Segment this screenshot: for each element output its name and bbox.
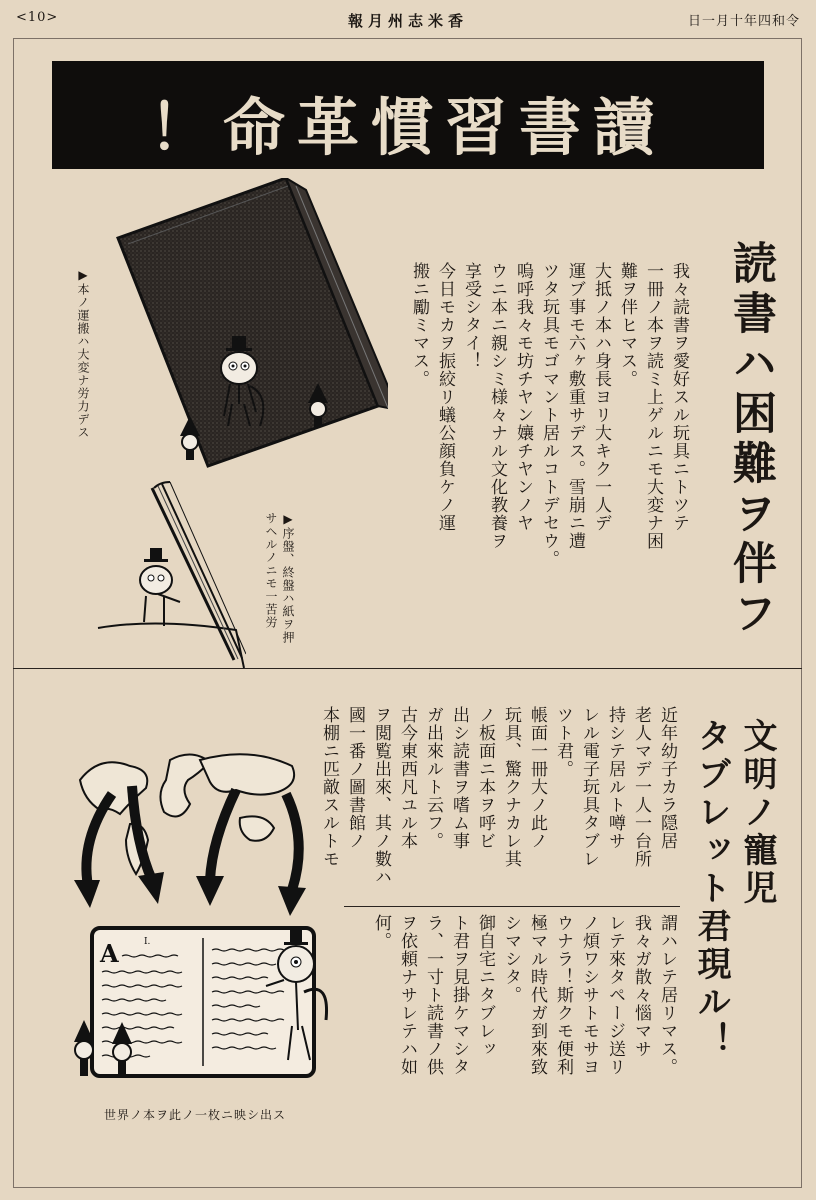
article2-line: 御自宅ニタブレッ (475, 914, 495, 1058)
article2-line: レテ來タページ送リ (605, 914, 625, 1076)
article1-line: 大抵ノ本ハ身長ヨリ大キク一人デ (591, 262, 611, 532)
article2-headline-line: タブレット君現ル！ (691, 718, 731, 1060)
article2-line: ヲ閲覧出來、其ノ數ハ (371, 706, 391, 886)
caption-line: ▶本ノ運搬ハ大変ナ労力デス (76, 268, 90, 439)
article2-line: ノ板面ニ本ヲ呼ビ (475, 706, 495, 850)
article2-headline-line: 文明ノ寵児 (737, 718, 777, 908)
article-divider (13, 668, 802, 669)
article1-line: 一冊ノ本ヲ読ミ上ゲルニモ大変ナ困 (643, 262, 663, 550)
article2-line: 古今東西凡ユル本 (397, 706, 417, 850)
article2-body-upper (316, 706, 680, 892)
article2-line: 何。 (371, 914, 391, 950)
article2-line: 出シ読書ヲ嗜ム事 (449, 706, 469, 850)
article2-line: 國一番ノ圖書館ノ (345, 706, 365, 850)
banner-title: ！命革慣習書讀 (148, 91, 667, 164)
article2-line: シマシタ。 (501, 914, 521, 1004)
book-illustration (108, 178, 388, 478)
article2-line: 本棚ニ匹敵スルトモ (319, 706, 339, 868)
map-continent (240, 816, 274, 840)
article2-line: 極マル時代ガ到來致 (527, 914, 547, 1076)
page-number: <10> (16, 10, 59, 25)
article1-line: 運ブ事モ六ヶ敷重サデス。雪崩ニ遭 (565, 262, 585, 550)
column-divider (344, 906, 680, 907)
article1-headline: 読書ハ困難ヲ伴フ (725, 240, 776, 640)
article2-line: レル電子玩具タブレ (579, 706, 599, 868)
article2-line: ツト君。 (553, 706, 573, 778)
article1-line: 享受シタイ！ (461, 262, 481, 370)
article2-line: 近年幼子カラ隠居 (657, 706, 677, 850)
caption-tablet: 世界ノ本ヲ此ノ一枚ニ映シ出ス (104, 1108, 287, 1122)
article2-line: ノ煩ワシサトモサヨ (579, 914, 599, 1076)
caption-line: ▶序盤、終盤ハ紙ヲ押 (281, 512, 295, 644)
article2-line: 玩具、驚クナカレ其 (501, 706, 521, 868)
article2-line: ヲ依頼ナサレテハ如 (397, 914, 417, 1076)
article1-line: 搬ニ勵ミマス。 (409, 262, 429, 388)
issue-date: 日一月十年四和令 (687, 14, 800, 29)
arrow-icon (74, 794, 112, 908)
article2-line: 老人マデ一人一台所 (631, 706, 651, 868)
article2-line: 持シテ居ルト噂サ (605, 706, 625, 850)
article1-line: 難ヲ伴ヒマス。 (617, 262, 637, 388)
map-continent (200, 754, 294, 794)
arrow-icon (196, 790, 236, 906)
article1-line: ツタ玩具モゴマント居ルコトデセウ。 (539, 262, 559, 568)
article2-body-lower (368, 914, 680, 1100)
tablet-letter: A (100, 939, 119, 968)
newspaper-title: 報月州志米香 (347, 12, 468, 30)
article2-line: ト君ヲ見掛ケマシタ (449, 914, 469, 1076)
article2-line: ウナラ！斯クモ便利 (553, 914, 573, 1076)
world-map-illustration (60, 740, 340, 920)
tablet-numeral: I. (144, 937, 151, 947)
caption-line: サヘルノニモ一苦労 (264, 512, 278, 629)
cat-pushing-page (140, 548, 180, 626)
article2-line: 我々ガ散々惱マサ (631, 914, 651, 1058)
arrow-icon (132, 786, 164, 904)
arrow-icon (278, 794, 306, 916)
article1-body (406, 262, 692, 632)
tablet-illustration (74, 926, 364, 1098)
article1-line: 嗚呼我々モ坊チヤン孃チヤンノヤ (513, 262, 533, 532)
page-turn-illustration (96, 478, 246, 668)
article2-headline (688, 718, 780, 1148)
banner (52, 61, 764, 169)
article1-line: 今日モカヲ振絞リ蟻公顔負ケノ運 (435, 262, 455, 532)
article2-line: 帳面一冊大ノ此ノ (527, 706, 547, 850)
caption-page-push (262, 512, 296, 662)
article1-line: 我々読書ヲ愛好スル玩具ニトツテ (669, 262, 689, 532)
caption-book-carry (74, 268, 91, 468)
article1-line: ウニ本ニ親シミ様々ナル文化教養ヲ (487, 262, 507, 550)
article2-line: ガ出來ルト云フ。 (423, 706, 443, 850)
article2-line: 謂ハレテ居リマス。 (657, 914, 677, 1076)
article2-line: ラ、一寸ト読書ノ供 (423, 914, 443, 1076)
